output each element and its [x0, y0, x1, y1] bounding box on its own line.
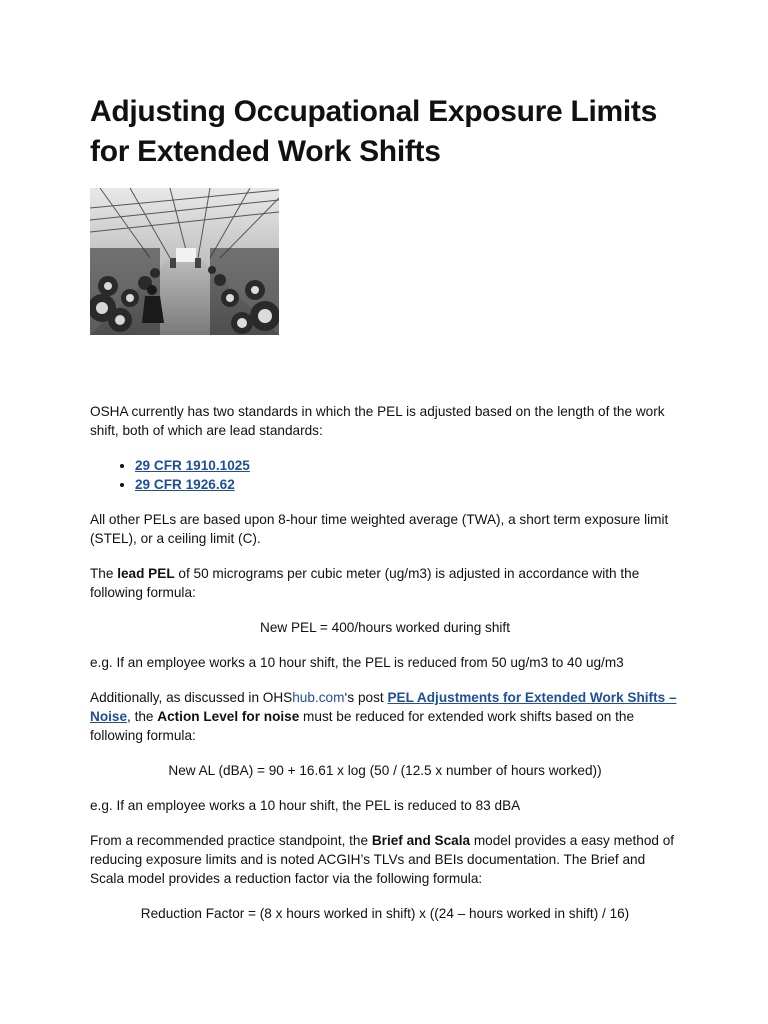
link-noise-post[interactable]: PEL Adjustments for Extended Work Shifts – Noise	[90, 690, 677, 724]
site-name: hub.com	[292, 690, 345, 705]
formula-pel: New PEL = 400/hours worked during shift	[260, 620, 510, 635]
noise-prefix: Additionally, as discussed in OHS	[90, 690, 293, 705]
brief-paragraph	[90, 831, 680, 888]
link-29cfr1926[interactable]: 29 CFR 1926.62	[135, 477, 235, 492]
brief-prefix: From a recommended practice standpoint, the	[90, 833, 372, 848]
brief-bold: Brief and Scala	[371, 833, 471, 848]
lead-bold: lead PEL	[117, 566, 175, 581]
noise-paragraph	[90, 688, 680, 745]
example-al: e.g. If an employee works a 10 hour shift, the PEL is reduced to 83 dBA	[90, 798, 521, 813]
factory-photo	[90, 188, 279, 335]
list-item	[135, 456, 680, 475]
standards-list	[90, 456, 680, 494]
list-item	[135, 475, 680, 494]
page-title: Adjusting Occupational Exposure Limits for Extended Work Shifts	[90, 95, 658, 168]
pels-paragraph: All other PELs are based upon 8-hour time weighted average (TWA), a short term exposure limit (STEL), or a ceiling limit (C).	[90, 512, 669, 546]
example-pel: e.g. If an employee works a 10 hour shift, the PEL is reduced from 50 ug/m3 to 40 ug/m3	[90, 655, 624, 670]
article-body	[90, 402, 680, 939]
lead-paragraph	[90, 564, 680, 602]
intro-paragraph: OSHA currently has two standards in which the PEL is adjusted based on the length of the work shift, both of which are lead standards:	[90, 404, 665, 438]
brief-suffix: model provides a easy method of reducing exposure limits and is noted ACGIH’s TLVs and BEIs documentation. The Brief and Scala model provides a reduction factor via the following formula:	[90, 833, 675, 886]
noise-bold: Action Level for noise	[157, 709, 300, 724]
noise-mid2: , the	[127, 709, 158, 724]
noise-suffix: must be reduced for extended work shifts based on the following formula:	[90, 709, 635, 743]
lead-prefix: The	[90, 566, 118, 581]
formula-reduction: Reduction Factor = (8 x hours worked in shift) x ((24 – hours worked in shift) / 16)	[140, 906, 630, 921]
noise-mid: ‘s post	[344, 690, 388, 705]
lead-suffix: of 50 micrograms per cubic meter (ug/m3) is adjusted in accordance with the following formula:	[90, 566, 640, 600]
link-29cfr1910[interactable]: 29 CFR 1910.1025	[135, 458, 250, 473]
formula-al: New AL (dBA) = 90 + 16.61 x log (50 / (12.5 x number of hours worked))	[168, 763, 602, 778]
